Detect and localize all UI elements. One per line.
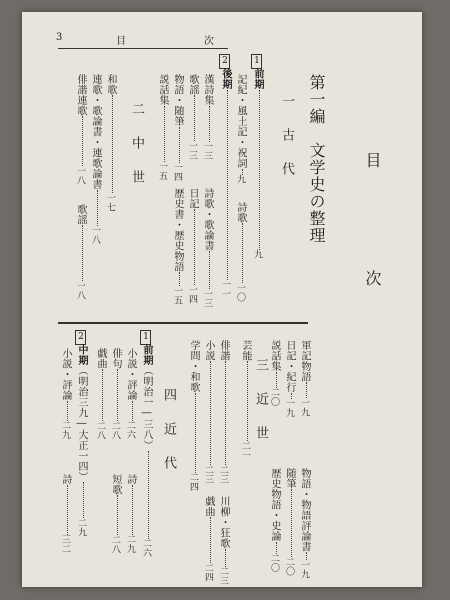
page-ref: 二九	[60, 420, 70, 440]
leader-dots	[82, 225, 83, 281]
entry-title: 詩歌・歌論書	[202, 188, 213, 251]
page-ref: 二三	[218, 566, 228, 586]
toc-line-kayo	[187, 74, 197, 160]
toc-line-gakumon	[188, 340, 198, 492]
entry-title: 物語・随筆	[172, 74, 183, 127]
entry-title: 説話集	[269, 340, 280, 372]
page-number: 3	[56, 32, 63, 43]
leader-dots	[194, 95, 195, 141]
page-ref: 一四	[172, 162, 182, 182]
page-ref: 二六	[125, 420, 135, 440]
page-ref: 一五	[172, 286, 182, 305]
leader-dots	[102, 369, 103, 421]
entry-title: 戯曲	[95, 348, 106, 369]
entry-title: 俳諧連歌	[75, 74, 86, 116]
page-ref: 二八	[110, 535, 120, 554]
leader-dots	[179, 272, 180, 286]
toc-line-haikai-renga	[75, 74, 85, 185]
toc-line-renga	[90, 74, 100, 245]
page-ref: 二四	[188, 472, 198, 492]
page-ref: 二三	[218, 465, 228, 484]
era-modern: 四 近 代	[161, 388, 176, 472]
toc-line-gunki	[299, 340, 309, 417]
page-ref: 一八	[90, 225, 100, 245]
entry-title: 軍記物語	[299, 340, 310, 382]
toc-line-rekishi-shiron	[269, 468, 279, 573]
entry-title: 川柳・狂歌	[218, 496, 229, 549]
header-title-right: 次	[204, 36, 214, 47]
page-ref: 一九	[299, 560, 309, 579]
section-label: 中期	[76, 344, 87, 366]
leader-dots	[225, 549, 226, 567]
toc-line-kayo-medieval	[75, 204, 85, 300]
page-ref: 一三	[187, 141, 197, 160]
entry-title: 小説	[203, 340, 214, 361]
entry-title: 芸能	[240, 340, 251, 361]
entry-title: 説話集	[157, 74, 168, 106]
entry-title: 小説・評論	[60, 348, 71, 401]
toc-line-shosetsu-hyoron-1	[125, 348, 135, 440]
page-ref: 一九	[299, 398, 309, 417]
header-rule	[58, 48, 228, 49]
entry-title: 戯曲	[203, 496, 214, 517]
entry-title: 短歌	[110, 474, 121, 495]
toc-line-nikki	[187, 188, 197, 304]
toc-line-rekishi	[172, 188, 182, 305]
page-ref: 一四	[187, 285, 197, 304]
leader-dots	[210, 517, 211, 563]
toc-line-setsuwa-em	[269, 340, 279, 407]
toc-line-haikai	[218, 340, 228, 484]
section-rule	[58, 322, 308, 324]
entry-title: 和歌	[105, 74, 116, 95]
leader-dots	[164, 106, 165, 162]
page-ref: 二〇	[269, 387, 279, 407]
toc-line-waka	[105, 74, 115, 212]
leader-dots	[117, 495, 118, 535]
page-ref: 二六	[141, 538, 151, 558]
toc-line-shosetsu	[203, 340, 213, 484]
entry-title: 連歌・歌論書・連歌論書	[90, 74, 101, 190]
entry-title: 記紀・風土記・祝詞	[235, 74, 246, 169]
era-early-modern: 三 近 世	[253, 358, 268, 442]
section-number: 1	[141, 332, 151, 343]
section-number: 2	[220, 56, 230, 67]
leader-dots	[117, 369, 118, 421]
leader-dots	[112, 95, 113, 193]
period-range: （明治三九―大正一四）	[76, 365, 87, 482]
section-number: 2	[76, 332, 86, 343]
toc-line-shiika	[235, 202, 245, 302]
leader-dots	[210, 361, 211, 465]
toc-line-shiika-karon	[202, 188, 212, 308]
toc-line-modern-early	[140, 330, 151, 558]
toc-line-shosetsu-hyoron-2	[60, 348, 70, 440]
era-ancient: 一 古 代	[279, 94, 294, 178]
leader-dots	[225, 361, 226, 465]
page-ref: 一五	[157, 161, 167, 181]
leader-dots	[242, 223, 243, 283]
entry-title: 歴史物語・史論	[269, 468, 280, 542]
entry-title: 学問・和歌	[188, 340, 199, 393]
page-ref: 一八	[75, 281, 85, 300]
entry-title: 歌謡	[75, 204, 86, 225]
page-ref: 一七	[105, 193, 115, 212]
leader-dots	[227, 90, 228, 280]
section-label: 後期	[220, 68, 231, 90]
section-label: 前期	[141, 344, 152, 366]
toc-title-1: 目	[363, 152, 382, 174]
page-ref: 一〇	[235, 283, 245, 302]
toc-line-geino	[240, 340, 250, 460]
page-ref: 一三	[202, 141, 212, 161]
toc-line-kiki	[235, 74, 245, 184]
era-medieval: 二 中 世	[129, 102, 144, 186]
leader-dots	[148, 451, 149, 539]
section-label: 前期	[252, 68, 263, 90]
toc-line-tanka	[110, 474, 120, 554]
toc-line-ancient-early	[251, 54, 262, 259]
running-header	[56, 32, 412, 48]
page-ref: 三二	[60, 534, 70, 554]
toc-line-gikyoku	[95, 348, 105, 440]
leader-dots	[67, 401, 68, 421]
toc-line-zuihitsu	[284, 468, 294, 576]
leader-dots	[132, 401, 133, 421]
period-range: （明治一―三八）	[141, 365, 152, 451]
entry-title: 随筆	[284, 468, 295, 489]
header-title-left: 目	[116, 36, 126, 47]
toc-line-gikyoku-em	[203, 496, 213, 582]
entry-title: 俳諧	[218, 340, 229, 361]
page-ref: 二四	[203, 563, 213, 582]
toc-line-kanshi	[202, 74, 212, 161]
page-ref: 一三	[202, 289, 212, 308]
entry-title: 小説・評論	[125, 348, 136, 401]
page-ref: 二九	[76, 518, 86, 537]
entry-title: 日記	[187, 188, 198, 209]
leader-dots	[209, 251, 210, 289]
toc-line-senryu	[218, 496, 228, 586]
leader-dots	[179, 127, 180, 163]
page-ref: 二九	[125, 534, 135, 554]
book-page	[22, 12, 422, 587]
page-ref: 二三	[203, 465, 213, 484]
leader-dots	[306, 382, 307, 398]
leader-dots	[97, 190, 98, 226]
entry-title: 詩	[125, 474, 136, 485]
toc-line-setsuwa	[157, 74, 167, 181]
leader-dots	[195, 393, 196, 473]
entry-title: 歴史書・歴史物語	[172, 188, 183, 272]
leader-dots	[209, 106, 210, 142]
page-ref: 二一	[240, 441, 250, 460]
entry-title: 日記・紀行	[284, 340, 295, 393]
leader-dots	[306, 552, 307, 560]
entry-title: 詩	[60, 474, 71, 485]
toc-line-monogatari	[172, 74, 182, 182]
toc-line-monogatari-hyoron	[299, 468, 309, 579]
toc-line-ancient-late	[219, 54, 230, 299]
entry-title: 俳句	[110, 348, 121, 369]
leader-dots	[247, 361, 248, 441]
leader-dots	[259, 90, 260, 250]
page-ref: 二〇	[269, 553, 279, 573]
leader-dots	[132, 485, 133, 535]
section-number: 1	[252, 56, 262, 67]
entry-title: 詩歌	[235, 202, 246, 223]
page-ref: 一九	[284, 398, 294, 418]
page-ref: 二〇	[284, 557, 294, 576]
leader-dots	[194, 209, 195, 285]
entry-title: 歌謡	[187, 74, 198, 95]
leader-dots	[276, 372, 277, 388]
page-ref: 九	[235, 174, 245, 184]
page-ref: 一八	[75, 166, 85, 185]
toc-line-haiku	[110, 348, 120, 440]
leader-dots	[276, 542, 277, 554]
page-ref: 一一	[220, 279, 230, 299]
toc-line-nikki-kiko	[284, 340, 294, 418]
toc-line-shi-2	[60, 474, 70, 554]
leader-dots	[291, 489, 292, 557]
toc-line-modern-middle	[75, 330, 86, 537]
toc-line-shi-1	[125, 474, 135, 554]
entry-title: 漢詩集	[202, 74, 213, 106]
toc-title-2: 次	[363, 270, 382, 292]
leader-dots	[83, 482, 84, 518]
page-ref: 二八	[110, 421, 120, 440]
part-title: 第一編 文学史の整理	[307, 74, 326, 244]
page-ref: 九	[252, 249, 262, 259]
leader-dots	[67, 485, 68, 535]
page-ref: 二八	[95, 421, 105, 440]
leader-dots	[82, 116, 83, 166]
entry-title: 物語・物語評論書	[299, 468, 310, 552]
